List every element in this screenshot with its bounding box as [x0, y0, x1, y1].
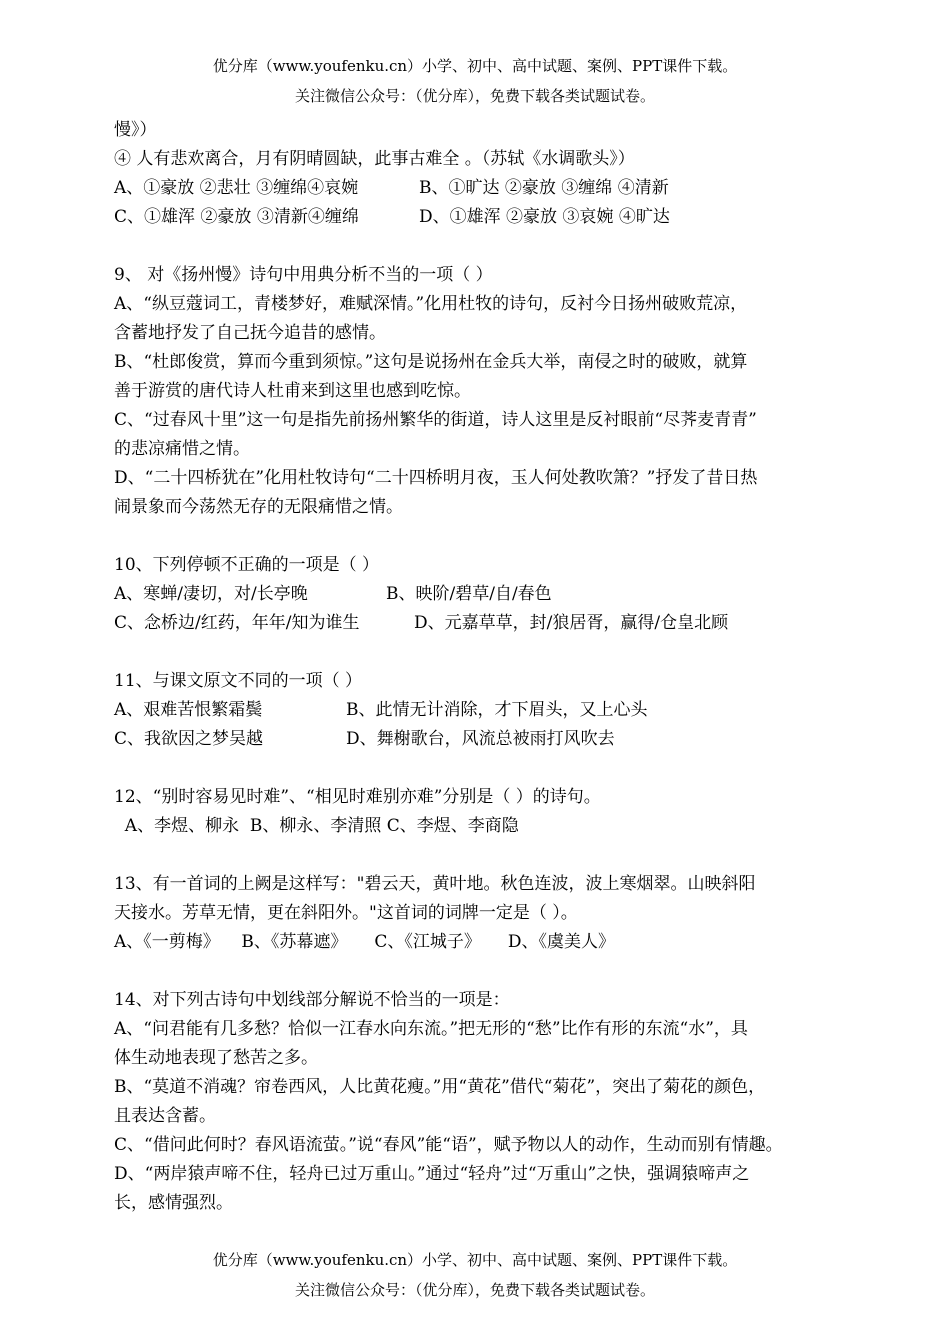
q14-option-d-line-1: D、“两岸猿声啼不住，轻舟已过万重山。”通过“轻舟”过“万重山”之快，强调猿啼声之 — [114, 1164, 750, 1184]
q8-options-ab — [114, 174, 844, 203]
q12-stem: 12、“别时容易见时难”、“相见时难别亦难”分别是（ ）的诗句。 — [114, 787, 601, 807]
q8-continuation: 慢》） — [114, 120, 157, 140]
header-line-1: 优分库（www.youfenku.cn）小学、初中、高中试题、案例、PPT课件下载。 — [212, 57, 738, 75]
footer-line-2: 关注微信公众号：（优分库），免费下载各类试题试卷。 — [294, 1281, 655, 1299]
q10-option-a: A、寒蝉/凄切，对/长亭晚 — [114, 584, 308, 604]
q10-option-c: C、念桥边/红药，年年/知为谁生 — [114, 613, 360, 633]
q11-stem: 11、与课文原文不同的一项（ ） — [114, 671, 363, 691]
q14-option-d-line-2: 长，感情强烈。 — [114, 1193, 233, 1213]
q14-option-a-line-2: 体生动地表现了愁苦之多。 — [114, 1048, 318, 1068]
q10-option-b: B、映阶/碧草/自/春色 — [386, 584, 552, 604]
q8-option-d: D、①雄浑 ②豪放 ③哀婉 ④旷达 — [419, 207, 670, 227]
q8-item-4: ④ 人有悲欢离合，月有阴晴圆缺，此事古难全 。（苏轼《水调歌头》） — [114, 149, 635, 169]
q8-option-b: B、①旷达 ②豪放 ③缠绵 ④清新 — [419, 178, 669, 198]
q13-stem-line-1: 13、有一首词的上阙是这样写："碧云天，黄叶地。秋色连波，波上寒烟翠。山映斜阳 — [114, 874, 756, 894]
q11-option-a: A、艰难苦恨繁霜鬓 — [114, 700, 263, 720]
q9-option-c-line-1: C、“过春风十里”这一句是指先前扬州繁华的街道，诗人这里是反衬眼前“尽荠麦青青” — [114, 410, 757, 430]
q11-option-d: D、舞榭歌台，风流总被雨打风吹去 — [346, 729, 615, 749]
document-body — [114, 116, 844, 1218]
q8-options-cd — [114, 203, 844, 232]
q9-option-c-line-2: 的悲凉痛惜之情。 — [114, 439, 250, 459]
q14-option-c-line-1: C、“借问此何时？春风语流萤。”说“春风”能“语”，赋予物以人的动作，生动而别有情趣。 — [114, 1135, 783, 1155]
q9-option-b-line-2: 善于游赏的唐代诗人杜甫来到这里也感到吃惊。 — [114, 381, 471, 401]
q13-stem-line-2: 天接水。芳草无情，更在斜阳外。"这首词的词牌一定是（ ）。 — [114, 903, 578, 923]
header-line-2: 关注微信公众号：（优分库），免费下载各类试题试卷。 — [294, 87, 655, 105]
q9-option-a-line-1: A、“纵豆蔻词工，青楼梦好，难赋深情。”化用杜牧的诗句，反衬今日扬州破败荒凉， — [114, 294, 748, 314]
q14-option-b-line-2: 且表达含蓄。 — [114, 1106, 216, 1126]
q9-stem: 9、 对《扬州慢》诗句中用典分析不当的一项（ ） — [114, 265, 493, 285]
q9-option-d-line-1: D、“二十四桥犹在”化用杜牧诗句“二十四桥明月夜，玉人何处教吹箫？”抒发了昔日热 — [114, 468, 758, 488]
q14-option-b-line-1: B、“莫道不消魂？帘卷西风，人比黄花瘦。”用“黄花”借代“菊花”，突出了菊花的颜色， — [114, 1077, 766, 1097]
q10-options-ab — [114, 580, 844, 609]
footer-line-1: 优分库（www.youfenku.cn）小学、初中、高中试题、案例、PPT课件下载。 — [212, 1251, 738, 1269]
q9-option-d-line-2: 闹景象而今荡然无存的无限痛惜之情。 — [114, 497, 403, 517]
q8-option-c: C、①雄浑 ②豪放 ③清新④缠绵 — [114, 207, 359, 227]
q10-stem: 10、下列停顿不正确的一项是（ ） — [114, 555, 380, 575]
q11-options-ab — [114, 696, 844, 725]
q12-options: A、李煜、柳永 B、柳永、李清照 C、李煜、李商隐 — [114, 816, 519, 836]
q11-options-cd — [114, 725, 844, 754]
q10-options-cd — [114, 609, 844, 638]
q14-stem: 14、对下列古诗句中划线部分解说不恰当的一项是： — [114, 990, 510, 1010]
q11-option-c: C、我欲因之梦吴越 — [114, 729, 264, 749]
q14-option-a-line-1: A、“问君能有几多愁？恰似一江春水向东流。”把无形的“愁”比作有形的东流“水”，具 — [114, 1019, 748, 1039]
q9-option-b-line-1: B、“杜郎俊赏，算而今重到须惊。”这句是说扬州在金兵大举，南侵之时的破败，就算 — [114, 352, 748, 372]
q13-options: A、《一剪梅》 B、《苏幕遮》 C、《江城子》 D、《虞美人》 — [114, 932, 616, 952]
q10-option-d: D、元嘉草草，封/狼居胥，赢得/仓皇北顾 — [414, 613, 729, 633]
q8-option-a: A、①豪放 ②悲壮 ③缠绵④哀婉 — [114, 178, 359, 198]
q9-option-a-line-2: 含蓄地抒发了自己抚今追昔的感情。 — [114, 323, 386, 343]
q11-option-b: B、此情无计消除，才下眉头，又上心头 — [346, 700, 648, 720]
